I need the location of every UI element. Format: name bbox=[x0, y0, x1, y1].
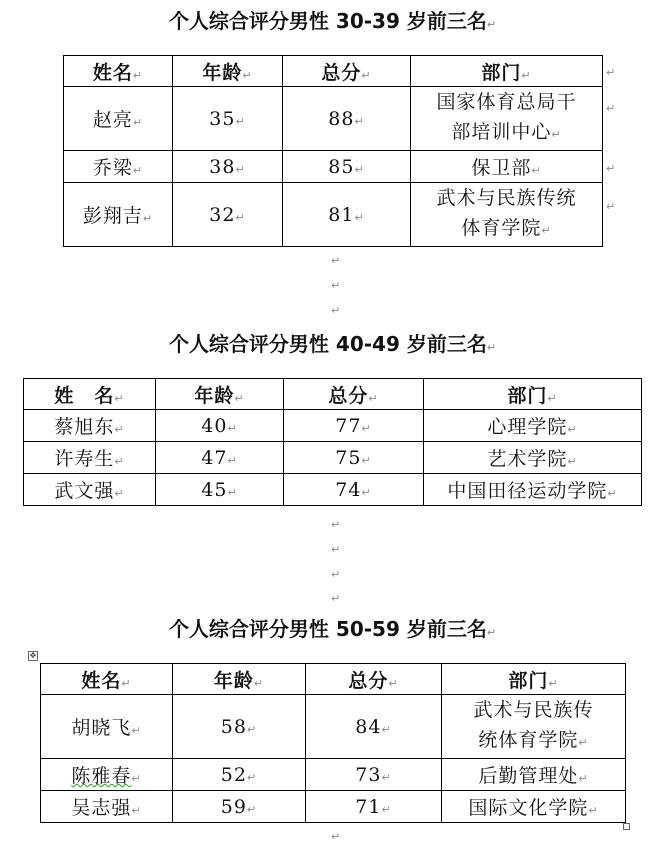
row-end-mark: ↵ bbox=[606, 200, 616, 213]
section-title bbox=[0, 8, 665, 38]
header-score: 总分↵ bbox=[284, 379, 424, 410]
cell-name: 赵亮↵ bbox=[64, 87, 173, 151]
table-row bbox=[41, 759, 626, 791]
paragraph-mark: ↵ bbox=[331, 518, 341, 531]
header-name: 姓 名↵ bbox=[24, 379, 156, 410]
table-row bbox=[41, 695, 626, 759]
paragraph-mark: ↵ bbox=[486, 341, 497, 354]
header-age: 年龄↵ bbox=[156, 379, 284, 410]
cell-dept: 心理学院↵ bbox=[424, 410, 642, 442]
section-title-text: 个人综合评分男性 40-49 岁前三名 bbox=[168, 332, 487, 356]
cell-name: 武文强↵ bbox=[24, 474, 156, 506]
cell-name: 胡晓飞↵ bbox=[41, 695, 173, 759]
ranking-table bbox=[23, 378, 642, 506]
header-name: 姓名↵ bbox=[41, 664, 173, 695]
cell-name: 彭翔吉↵ bbox=[64, 183, 173, 247]
cell-name: 陈雅春↵ bbox=[41, 759, 173, 791]
paragraph-mark: ↵ bbox=[486, 18, 497, 31]
cell-name: 许寿生↵ bbox=[24, 442, 156, 474]
section-title-text: 个人综合评分男性 30-39 岁前三名 bbox=[168, 9, 487, 33]
header-score: 总分↵ bbox=[283, 56, 411, 87]
cell-score: 88↵ bbox=[283, 87, 411, 151]
cell-score: 73↵ bbox=[306, 759, 442, 791]
table-row bbox=[41, 791, 626, 823]
table-row bbox=[64, 87, 603, 151]
header-score: 总分↵ bbox=[306, 664, 442, 695]
cell-dept: 中国田径运动学院↵ bbox=[424, 474, 642, 506]
cell-dept: 武术与民族传 统体育学院↵ bbox=[442, 695, 626, 759]
cell-age: 59↵ bbox=[173, 791, 306, 823]
cell-dept: 国际文化学院↵ bbox=[442, 791, 626, 823]
cell-score: 75↵ bbox=[284, 442, 424, 474]
cell-age: 52↵ bbox=[173, 759, 306, 791]
row-end-mark: ↵ bbox=[606, 102, 616, 115]
paragraph-mark: ↵ bbox=[331, 254, 341, 267]
cell-dept: 武术与民族传统 体育学院↵ bbox=[411, 183, 603, 247]
cell-score: 71↵ bbox=[306, 791, 442, 823]
cell-score: 81↵ bbox=[283, 183, 411, 247]
cell-age: 45↵ bbox=[156, 474, 284, 506]
section-title-text: 个人综合评分男性 50-59 岁前三名 bbox=[168, 617, 487, 641]
row-end-mark: ↵ bbox=[606, 66, 616, 79]
cell-score: 85↵ bbox=[283, 151, 411, 183]
cell-age: 58↵ bbox=[173, 695, 306, 759]
cell-age: 47↵ bbox=[156, 442, 284, 474]
header-dept: 部门↵ bbox=[411, 56, 603, 87]
cell-age: 35↵ bbox=[173, 87, 283, 151]
row-end-mark: ↵ bbox=[606, 162, 616, 175]
table-row bbox=[24, 474, 642, 506]
paragraph-mark: ↵ bbox=[331, 830, 341, 843]
paragraph-mark: ↵ bbox=[331, 568, 341, 581]
paragraph-mark: ↵ bbox=[331, 304, 341, 317]
cell-name: 吴志强↵ bbox=[41, 791, 173, 823]
table-row bbox=[64, 151, 603, 183]
cell-dept: 后勤管理处↵ bbox=[442, 759, 626, 791]
header-age: 年龄↵ bbox=[173, 664, 306, 695]
table-move-handle-icon[interactable]: ✥ bbox=[29, 651, 37, 660]
cell-name: 蔡旭东↵ bbox=[24, 410, 156, 442]
cell-name: 乔梁↵ bbox=[64, 151, 173, 183]
cell-dept: 艺术学院↵ bbox=[424, 442, 642, 474]
header-dept: 部门↵ bbox=[424, 379, 642, 410]
table-row bbox=[24, 410, 642, 442]
cell-dept: 国家体育总局干 部培训中心↵ bbox=[411, 87, 603, 151]
paragraph-mark: ↵ bbox=[331, 592, 341, 605]
cell-age: 38↵ bbox=[173, 151, 283, 183]
cell-score: 77↵ bbox=[284, 410, 424, 442]
table-row bbox=[24, 442, 642, 474]
header-dept: 部门↵ bbox=[442, 664, 626, 695]
section-title bbox=[0, 331, 665, 361]
header-age: 年龄↵ bbox=[173, 56, 283, 87]
table-row bbox=[64, 183, 603, 247]
cell-age: 32↵ bbox=[173, 183, 283, 247]
table-resize-handle[interactable] bbox=[623, 823, 630, 830]
header-name: 姓名↵ bbox=[64, 56, 173, 87]
cell-age: 40↵ bbox=[156, 410, 284, 442]
cell-dept: 保卫部↵ bbox=[411, 151, 603, 183]
paragraph-mark: ↵ bbox=[486, 626, 497, 639]
section-title bbox=[0, 616, 665, 646]
cell-score: 84↵ bbox=[306, 695, 442, 759]
cell-score: 74↵ bbox=[284, 474, 424, 506]
ranking-table bbox=[40, 663, 626, 823]
ranking-table bbox=[63, 55, 603, 247]
paragraph-mark: ↵ bbox=[331, 279, 341, 292]
paragraph-mark: ↵ bbox=[331, 543, 341, 556]
